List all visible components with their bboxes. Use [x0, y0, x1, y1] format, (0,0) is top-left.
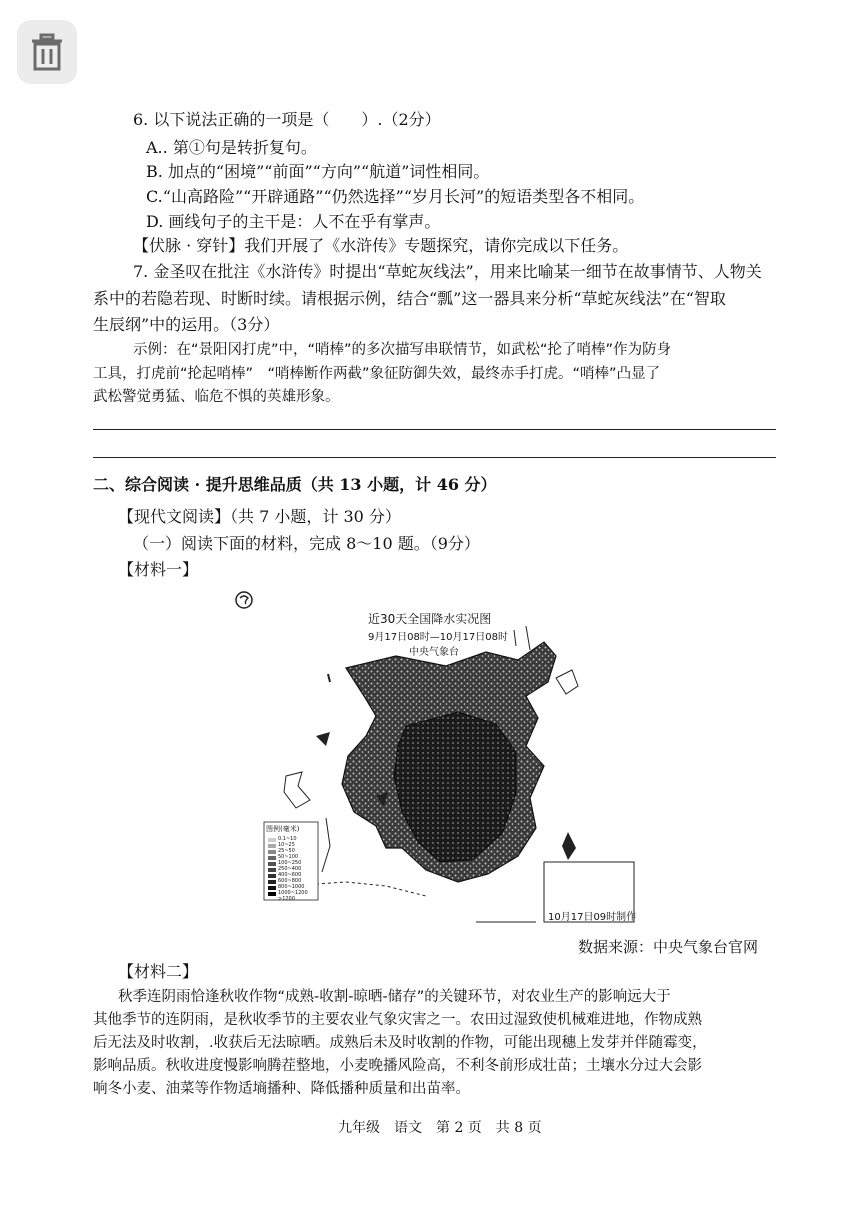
- q7-line-2: 系中的若隐若现、时断时续。请根据示例，结合“瓢”这一器具来分析“草蛇灰线法”在“智取: [93, 289, 726, 308]
- q7-example-3: 武松警觉勇猛、临危不惧的英雄形象。: [93, 389, 340, 405]
- delete-button[interactable]: [17, 20, 77, 84]
- legend-item: 100~250: [278, 860, 302, 866]
- legend-item: 25~50: [278, 848, 295, 854]
- q6-option-d: D. 画线句子的主干是：人不在乎有掌声。: [146, 212, 441, 231]
- material-2-line-2: 其他季节的连阴雨，是秋收季节的主要农业气象灾害之一。农田过湿致使机械难进地，作物成熟: [93, 1012, 702, 1028]
- answer-line-1: [93, 429, 776, 430]
- legend-item: 0.1~10: [278, 836, 297, 842]
- legend-item: 50~100: [278, 854, 299, 860]
- material-2-line-4: 影响品质。秋收进度慢影响腾茬整地，小麦晚播风险高，不利冬前形成壮苗；土壤水分过大会影: [93, 1058, 702, 1074]
- q6-option-b: B. 加点的“困境”“前面”“方向”“航道”词性相同。: [146, 162, 490, 181]
- material-1-label: 【材料一】: [118, 560, 199, 579]
- map-legend-title: 图例(毫米): [266, 825, 300, 833]
- q7-example-1: 示例：在“景阳冈打虎”中，“哨棒”的多次描写串联情节，如武松“抡了哨棒”作为防身: [133, 342, 672, 358]
- material-2-line-3: 后无法及时收割，.收获后无法晾晒。成熟后未及时收割的作物，可能出现穗上发芽并伴随霉变，: [93, 1035, 707, 1051]
- page-footer: 九年级 语文 第 2 页 共 8 页: [338, 1120, 542, 1136]
- q6-option-c: C.“山高路险”“开辟通路”“仍然选择”“岁月长河”的短语类型各不相同。: [146, 187, 645, 206]
- precipitation-map: [226, 586, 641, 934]
- material-2-line-1: 秋季连阴雨恰逢秋收作物“成熟-收割-晾晒-储存”的关键环节，对农业生产的影响远大于: [118, 989, 671, 1005]
- fumai-heading: 【伏脉 · 穿针】我们开展了《水浒传》专题探究，请你完成以下任务。: [133, 236, 629, 255]
- section-2-title: 二、综合阅读 · 提升思维品质（共 13 小题，计 46 分）: [93, 475, 497, 494]
- q6-stem: 6. 以下说法正确的一项是（ ）.（2分）: [133, 110, 441, 129]
- legend-item: 400~600: [278, 872, 302, 878]
- q7-line-3: 生辰纲”中的运用。（3分）: [93, 315, 280, 334]
- part-1-heading: （一）阅读下面的材料，完成 8～10 题。（9分）: [133, 534, 480, 553]
- map-subtitle: 9月17日08时—10月17日08时: [368, 632, 508, 643]
- answer-line-2: [93, 457, 776, 458]
- legend-item: 600~800: [278, 878, 302, 884]
- map-stamp: 10月17日09时制作: [548, 912, 637, 923]
- modern-reading-heading: 【现代文阅读】（共 7 小题，计 30 分）: [118, 507, 401, 526]
- material-2-label: 【材料二】: [118, 962, 199, 981]
- data-source: 数据来源：中央气象台官网: [578, 938, 759, 956]
- material-2-line-5: 响冬小麦、油菜等作物适墒播种、降低播种质量和出苗率。: [93, 1081, 470, 1097]
- trash-icon: [30, 33, 64, 71]
- map-title: 近30天全国降水实况图: [368, 612, 492, 626]
- legend-item: 800~1000: [278, 884, 305, 890]
- map-legend: [278, 836, 308, 902]
- q6-option-a: A.. 第①句是转折复句。: [146, 138, 317, 157]
- map-agency: 中央气象台: [409, 647, 459, 658]
- legend-item: 10~25: [278, 842, 295, 848]
- q7-line-1: 7. 金圣叹在批注《水浒传》时提出“草蛇灰线法”，用来比喻某一细节在故事情节、人物关: [133, 262, 762, 281]
- q7-example-2: 工具，打虎前“抡起哨棒” “哨棒断作两截”象征防御失效，最终赤手打虎。“哨棒”凸显了: [93, 366, 661, 382]
- legend-item: >1200: [278, 896, 295, 902]
- legend-item: 1000~1200: [278, 890, 308, 896]
- legend-item: 250~400: [278, 866, 302, 872]
